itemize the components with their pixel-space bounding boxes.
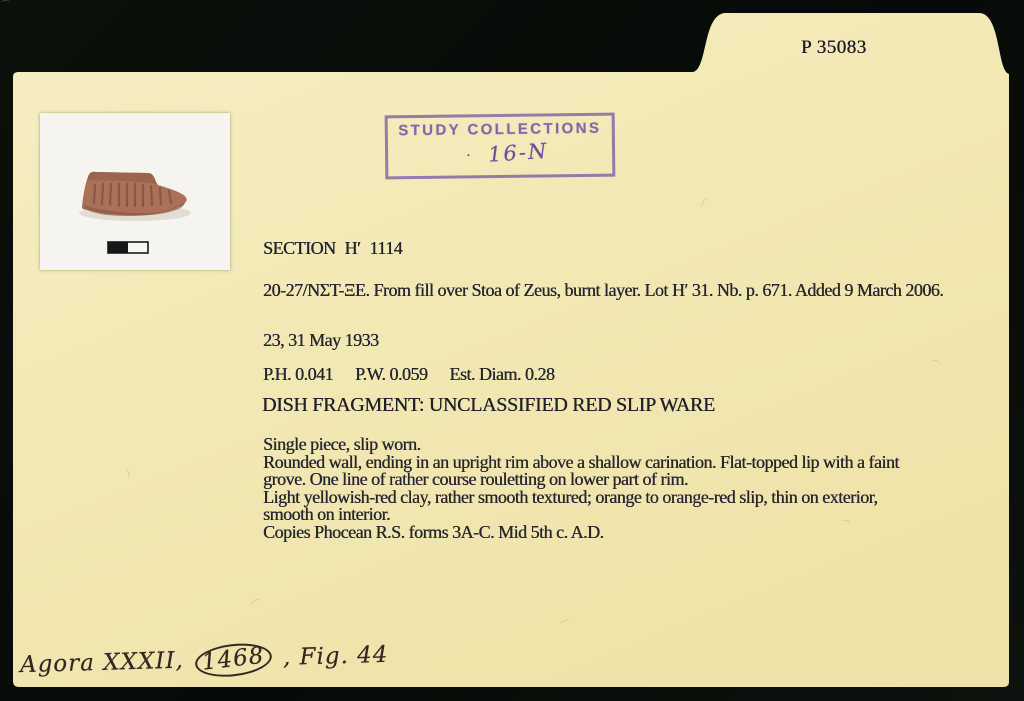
description-line: Light yellowish-red clay, rather smooth textured; orange to orange-red slip, thin on exterior, xyxy=(263,486,878,507)
annotation-suffix: , Fig. 44 xyxy=(282,641,389,671)
pottery-fragment-image xyxy=(40,113,230,270)
description-line: Single piece, slip worn. xyxy=(263,434,421,454)
description-line: Rounded wall, ending in an upright rim above a shallow carination. Flat-topped lip with a faint xyxy=(263,451,899,472)
stamp-handwritten-note: · 16-N xyxy=(487,139,549,167)
paper-fiber xyxy=(0,0,11,7)
description-line: smooth on interior. xyxy=(263,504,390,525)
catalog-number: P 35083 xyxy=(801,37,867,58)
measurement-ph: P.H. 0.041 xyxy=(263,364,334,384)
annotation-prefix: Agora XXXII, xyxy=(19,647,185,679)
description-line: Copies Phocean R.S. forms 3A-C. Mid 5th c. A.D. xyxy=(263,521,604,542)
excavation-date: 23, 31 May 1933 xyxy=(263,330,379,350)
scale-bar xyxy=(108,242,148,253)
description-block xyxy=(263,436,953,542)
stamp-title: STUDY COLLECTIONS xyxy=(398,119,602,140)
measurement-pw: P.W. 0.059 xyxy=(355,364,428,384)
artifact-photo xyxy=(40,113,230,270)
annotation-circled-number: 1468 xyxy=(194,640,274,681)
section-heading: SECTION H′ 1114 xyxy=(263,238,403,258)
provenance-text: 20-27/ΝΣΤ-ΞΕ. From fill over Stoa of Zeus, burnt layer. Lot H′ 31. Nb. p. 671. Added 9 March 2006. xyxy=(263,280,944,300)
measurements-line xyxy=(263,364,572,385)
description-line: grove. One line of rather course rouletting on lower part of rim. xyxy=(263,469,688,490)
object-title: DISH FRAGMENT: UNCLASSIFIED RED SLIP WARE xyxy=(262,394,715,416)
study-collections-stamp xyxy=(385,113,616,180)
measurement-diam: Est. Diam. 0.28 xyxy=(449,364,555,384)
